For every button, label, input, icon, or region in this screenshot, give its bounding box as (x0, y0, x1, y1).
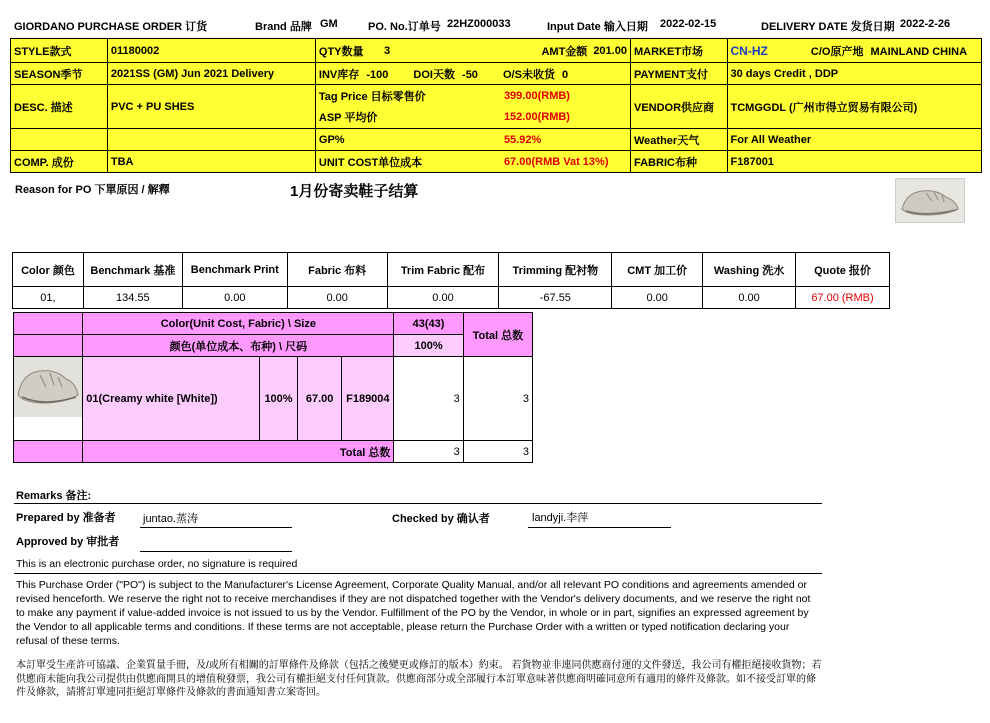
grid-size-header: 43(43) (394, 313, 463, 335)
grid-row-color: 01(Creamy white [White]) (83, 357, 260, 441)
checked-by-label: Checked by 确认者 (392, 513, 490, 525)
desc-value: PVC + PU SHES (107, 85, 315, 129)
divider (14, 503, 822, 504)
doi-label: DOI天数 (413, 68, 455, 81)
cost-header-fabric: Fabric 布料 (287, 253, 387, 287)
po-info-table (10, 38, 982, 173)
grid-row-thumbnail (14, 357, 83, 441)
asp-label: ASP 平均价 (315, 107, 501, 129)
cost-header-color: Color 颜色 (13, 253, 84, 287)
grid-row-total: 3 (463, 357, 532, 441)
inv-value: -100 (366, 68, 389, 81)
po-number-value: 22HZ000033 (447, 18, 511, 30)
grid-corner (14, 335, 83, 357)
checked-by-value: landyji.李萍 (532, 512, 589, 524)
cost-cell-color: 01, (13, 287, 84, 309)
asp-value: 152.00(RMB) (501, 107, 631, 129)
market-value: CN-HZ (730, 43, 768, 58)
co-value: MAINLAND CHINA (870, 45, 968, 58)
prepared-by-value: juntao.蒸涛 (143, 513, 199, 525)
po-number-label: PO. No.订单号 (368, 21, 441, 33)
reason-label: Reason for PO 下單原因 / 解釋 (15, 184, 170, 196)
terms-english: This Purchase Order ("PO") is subject to the Manufacturer's License Agreement, Corporate Quality Manual, and/or all relevant PO conditions and agreements amended or revised henceforth. We reserve the right not to receive merchandises if they are not dispatched together with the Vendor's delivery documents, and we reserve the right not to make any payment if value-added invoice is not issued to us by the Vendor. Fulfillment of the PO by the Vendor, in whole or in part, signifies an expressed agreement by the Vendor to all applicable terms and conditions. If these terms are not acceptable, please return the Purchase Order with a written or typed notification declaring your refusal of these terms. (16, 579, 811, 647)
grid-size-pct: 100% (394, 335, 463, 357)
amt-value: 201.00 (590, 39, 630, 63)
grid-footer-corner (14, 441, 83, 463)
season-label: SEASON季节 (11, 63, 108, 85)
qty-label: QTY数量 (315, 39, 381, 63)
payment-label: PAYMENT支付 (631, 63, 728, 85)
qty-value: 3 (381, 39, 444, 63)
cost-cell-benchmark-print: 0.00 (182, 287, 287, 309)
signature-line (140, 551, 292, 552)
comp-value: TBA (107, 151, 315, 173)
cost-header-quote: Quote 报价 (796, 253, 890, 287)
market-co-cell (727, 39, 982, 63)
reason-value: 1月份寄卖鞋子结算 (290, 183, 419, 200)
cost-header-benchmark-print: Benchmark Print (182, 253, 287, 287)
cost-header-trim-fabric: Trim Fabric 配布 (387, 253, 499, 287)
brand-value: GM (320, 18, 338, 30)
weather-label: Weather天气 (631, 129, 728, 151)
inv-label: INV库存 (318, 68, 360, 81)
weather-value: For All Weather (727, 129, 982, 151)
signature-line (528, 527, 671, 528)
fabric-value: F187001 (727, 151, 982, 173)
style-label: STYLE款式 (11, 39, 108, 63)
vendor-value: TCMGGDL (广州市得立贸易有限公司) (727, 85, 982, 129)
cost-header-cmt: CMT 加工价 (612, 253, 703, 287)
po-company-title: GIORDANO PURCHASE ORDER 订货 (14, 21, 208, 33)
gp-value: 55.92% (501, 129, 631, 151)
market-label: MARKET市场 (631, 39, 728, 63)
grid-row-fabric: F189004 (342, 357, 394, 441)
cost-cell-washing: 0.00 (703, 287, 796, 309)
tag-price-value: 399.00(RMB) (501, 85, 631, 107)
electronic-po-note: This is an electronic purchase order, no signature is required (16, 558, 298, 570)
unit-cost-label: UNIT COST单位成本 (315, 151, 501, 173)
cost-cell-trim-fabric: 0.00 (387, 287, 499, 309)
size-quantity-grid (13, 312, 533, 463)
cost-cell-fabric: 0.00 (287, 287, 387, 309)
grid-row-cost: 67.00 (298, 357, 342, 441)
comp-label: COMP. 成份 (11, 151, 108, 173)
grid-corner (14, 313, 83, 335)
cost-breakdown-table (12, 252, 890, 309)
signature-line (140, 527, 292, 528)
cost-cell-trimming: -67.55 (499, 287, 612, 309)
grid-footer-qty: 3 (394, 441, 463, 463)
os-value: 0 (562, 68, 569, 81)
style-value: 01180002 (107, 39, 315, 63)
cost-cell-benchmark: 134.55 (83, 287, 182, 309)
cost-cell-quote: 67.00 (RMB) (796, 287, 890, 309)
cost-cell-cmt: 0.00 (612, 287, 703, 309)
delivery-date-label: DELIVERY DATE 发货日期 (761, 21, 895, 33)
grid-total-header: Total 总数 (463, 313, 532, 357)
amt-label: AMT金额 (444, 39, 590, 63)
empty-cell (107, 129, 315, 151)
os-label: O/S未收货 (503, 68, 555, 81)
gp-label: GP% (315, 129, 501, 151)
input-date-value: 2022-02-15 (660, 18, 717, 30)
brand-label: Brand 品牌 (255, 21, 312, 33)
grid-header-en: Color(Unit Cost, Fabric) \ Size (83, 313, 394, 335)
grid-header-zh: 颜色(单位成本、布种) \ 尺码 (83, 335, 394, 357)
product-thumbnail (895, 178, 965, 223)
approved-by-label: Approved by 审批者 (16, 536, 120, 548)
divider (14, 573, 822, 574)
inventory-cell (315, 63, 630, 85)
cost-header-washing: Washing 洗水 (703, 253, 796, 287)
tag-price-label: Tag Price 目标零售价 (315, 85, 501, 107)
co-label: C/O原产地 (810, 45, 864, 58)
season-value: 2021SS (GM) Jun 2021 Delivery (107, 63, 315, 85)
input-date-label: Input Date 输入日期 (547, 21, 648, 33)
shoe-image (896, 179, 964, 222)
grid-row-pct: 100% (259, 357, 297, 441)
unit-cost-value: 67.00(RMB Vat 13%) (501, 151, 631, 173)
cost-header-benchmark: Benchmark 基准 (83, 253, 182, 287)
grid-footer-total: 3 (463, 441, 532, 463)
grid-footer-label: Total 总数 (83, 441, 394, 463)
vendor-label: VENDOR供应商 (631, 85, 728, 129)
delivery-date-value: 2022-2-26 (900, 18, 951, 30)
empty-cell (11, 129, 108, 151)
fabric-label: FABRIC布种 (631, 151, 728, 173)
desc-label: DESC. 描述 (11, 85, 108, 129)
cost-header-trimming: Trimming 配衬物 (499, 253, 612, 287)
prepared-by-label: Prepared by 准备者 (16, 512, 116, 524)
grid-row-qty: 3 (394, 357, 463, 441)
doi-value: -50 (462, 68, 478, 81)
terms-chinese: 本訂單受生產許可協議、企業質量手冊，及/或所有相關的訂單條件及條款（包括之後變更或修訂的版本）約束。 若貨物並非連同供應商付運的文件發送，我公司有權拒絕接收貨物；若供應商未能向我公司提供由供應商開具的增值稅發票，我公司有權拒絕支付任何貨款。供應商部分或全部履行本訂單意味著供應商明確同意所有適用的條件及條款。如不接受訂單的條件及條款，請將訂單連同拒絕訂單條件及條款的書面通知書立案寄回。 (16, 660, 822, 698)
shoe-image (14, 357, 82, 437)
remarks-label: Remarks 备注: (16, 490, 92, 502)
payment-value: 30 days Credit , DDP (727, 63, 982, 85)
